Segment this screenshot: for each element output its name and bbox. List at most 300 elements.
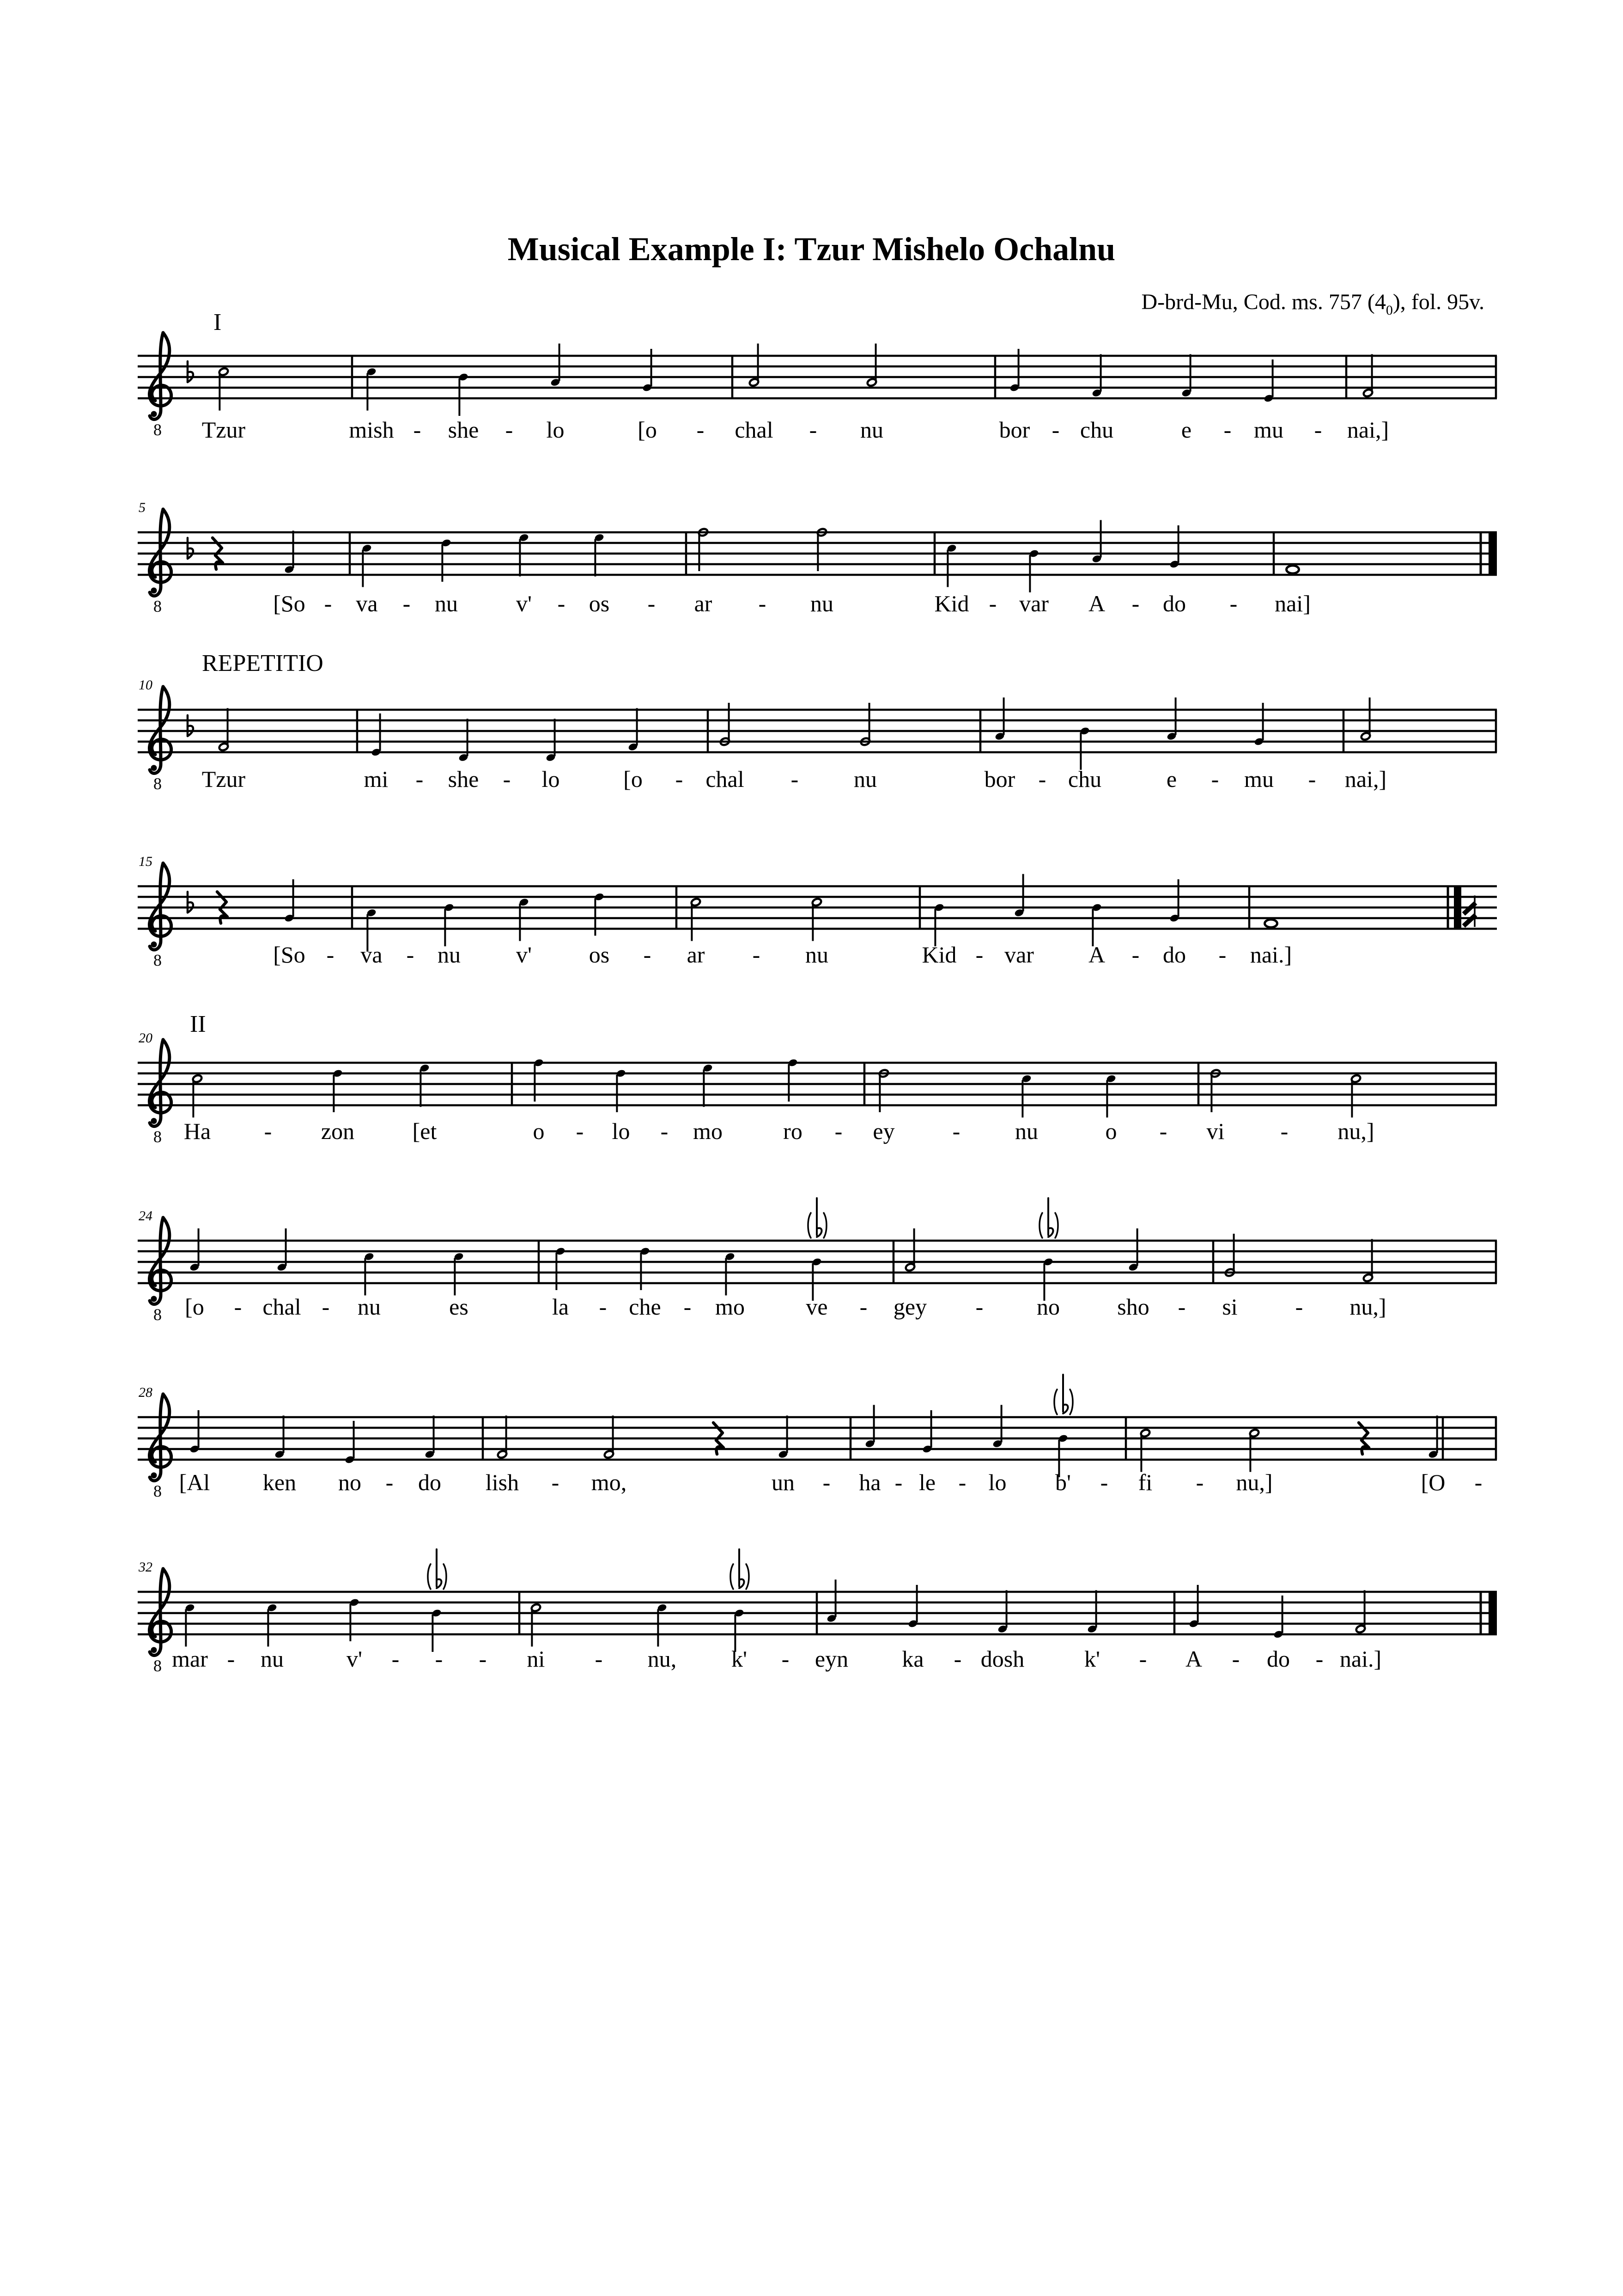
lyric-hyphen: - [1100,1469,1108,1495]
note [519,533,529,577]
clef-tail-dot [151,1473,157,1479]
lyric-syllable: A [1088,942,1106,968]
lyric-hyphen: - [479,1646,487,1672]
note [454,1252,464,1296]
lyric-hyphen: - [790,766,799,792]
lyric-syllable: she [448,766,479,792]
note [1128,1229,1139,1272]
lyric-syllable: no [338,1469,361,1495]
clef-octave-8: 8 [153,1657,162,1675]
lyric-hyphen: - [1211,766,1219,792]
page-title: Musical Example I: Tzur Mishelo Ochalnu [507,231,1116,268]
lyric-hyphen: - [781,1646,790,1672]
lyric-syllable: mi [364,766,389,792]
lyric-syllable: ro [783,1118,802,1144]
lyric-hyphen: - [859,1294,868,1320]
custos-stroke [1464,915,1476,926]
lyric-hyphen: - [975,942,984,968]
note [865,1405,875,1449]
key-flat-icon [188,715,193,736]
lyric-hyphen: - [683,1294,692,1320]
editorial-flat-icon [730,1549,749,1589]
lyric-syllable: ey [873,1118,895,1144]
lyric-syllable: os [589,591,610,616]
lyric-syllable: do [1267,1646,1290,1672]
paren-left [1054,1389,1057,1414]
lyric-syllable: Kid [934,591,969,616]
lyric-hyphen: - [1232,1646,1240,1672]
lyric-hyphen: - [1038,766,1046,792]
lyric-hyphen: - [758,591,766,616]
lyric-hyphen: - [660,1118,669,1144]
lyric-syllable: ken [262,1469,297,1495]
lyric-hyphen: - [1474,1469,1483,1495]
lyric-hyphen: - [1218,942,1227,968]
note [519,898,529,941]
lyric-hyphen: - [752,942,760,968]
note [1265,920,1277,927]
lyric-syllable: k' [731,1646,748,1672]
lyric-hyphen: - [958,1469,967,1495]
system-8 [138,1549,1497,1675]
clef-octave-8: 8 [153,951,162,969]
note [185,1603,195,1647]
lyric-syllable: do [1163,591,1186,616]
note [594,533,605,577]
lyric-hyphen: - [1295,1294,1303,1320]
lyric-syllable: nu [860,417,883,443]
note [1021,1074,1032,1118]
lyric-syllable: ar [687,942,705,968]
lyric-hyphen: - [576,1118,584,1144]
treble-clef-icon [149,1394,171,1500]
lyric-syllable: e [1166,766,1177,792]
note [1092,354,1102,398]
lyric-hyphen: - [435,1646,443,1672]
note [444,903,455,946]
lyric-hyphen: - [322,1294,330,1320]
lyric-syllable: mish [349,417,394,443]
editorial-flat-icon [808,1198,827,1238]
note [1351,1074,1362,1118]
lyric-syllable: ve [806,1294,828,1320]
lyric-hyphen: - [952,1118,960,1144]
lyric-syllable: nai.] [1250,942,1292,968]
measure-number: 15 [139,854,152,869]
note [192,1074,203,1118]
paren-right [824,1213,827,1238]
lyric-hyphen: - [1159,1118,1167,1144]
clef-octave-8: 8 [153,774,162,793]
measure-number: 28 [139,1385,152,1400]
lyric-syllable: chal [262,1294,301,1320]
note [497,1416,508,1459]
lyric-syllable: zon [321,1118,355,1144]
lyric-syllable: lo [541,766,560,792]
paren-left [730,1564,733,1589]
measure-number: 5 [139,500,146,515]
lyric-hyphen: - [1139,1646,1147,1672]
lyric-hyphen: - [1315,1646,1324,1672]
lyric-hyphen: - [406,942,414,968]
note [531,1603,541,1647]
lyric-syllable: gey [893,1294,927,1320]
lyric-hyphen: - [1280,1118,1289,1144]
lyric-syllable: es [449,1294,468,1320]
lyric-syllable: ha [859,1469,881,1495]
lyric-syllable: nu,] [1349,1294,1386,1320]
note [1363,354,1374,398]
lyric-hyphen: - [1196,1469,1204,1495]
note [458,719,469,762]
lyric-hyphen: - [834,1118,843,1144]
note [364,1252,375,1296]
clef-tail-dot [151,411,157,417]
attribution-subscript: 0 [1386,303,1393,318]
lyric-syllable: dosh [980,1646,1025,1672]
note [734,1608,745,1652]
lyric-syllable: do [418,1469,441,1495]
lyric-syllable: mar [172,1646,208,1672]
lyric-hyphen: - [1131,591,1140,616]
lyric-syllable: o [1105,1118,1117,1144]
note [277,1229,287,1272]
lyric-syllable: si [1222,1294,1238,1320]
lyric-hyphen: - [505,417,513,443]
key-flat-icon [188,892,193,913]
clef-tail-dot [151,588,157,594]
note [657,1603,668,1647]
lyric-syllable: nu,] [1236,1469,1273,1495]
lyric-syllable: le [918,1469,936,1495]
note [1029,549,1039,592]
lyric-syllable: mu [1244,766,1274,792]
paren-right [746,1564,749,1589]
measure-number: 32 [139,1559,152,1575]
attribution-tail: ), fol. 95v. [1392,290,1484,314]
note [219,708,229,752]
lyric-hyphen: - [415,766,424,792]
note [997,1590,1008,1634]
treble-clef-icon [149,863,171,969]
lyric-syllable: [et [412,1118,437,1144]
whole-notehead [1287,566,1299,573]
lyric-hyphen: - [975,1294,984,1320]
treble-clef-icon [149,509,171,615]
clef-tail-dot [151,1296,157,1302]
note [1087,1590,1098,1634]
lyric-hyphen: - [227,1646,235,1672]
measure-number: 20 [139,1030,152,1046]
clef-tail-dot [151,1118,157,1124]
lyric-syllable: no [1037,1294,1060,1320]
lyric-syllable: [So [273,591,305,616]
lyric-syllable: nu,] [1337,1118,1374,1144]
lyric-hyphen: - [1052,417,1060,443]
lyric-syllable: v' [516,591,532,616]
lyric-syllable: lo [546,417,565,443]
note [458,372,469,416]
lyric-syllable: nai] [1275,591,1311,616]
lyric-hyphen: - [1229,591,1238,616]
lyric-syllable: nu [438,942,461,968]
note [219,367,229,411]
note [725,1252,736,1296]
lyric-hyphen: - [385,1469,394,1495]
clef-octave-8: 8 [153,420,162,439]
note [995,698,1005,741]
note [546,719,556,762]
paren-right [1070,1389,1073,1414]
treble-clef-icon [149,1218,171,1324]
key-flat-icon [188,538,193,559]
lyric-hyphen: - [402,591,411,616]
lyric-hyphen: - [557,591,565,616]
lyric-syllable: nu [435,591,458,616]
lyric-syllable: chal [735,417,773,443]
lyric-syllable: lish [485,1469,519,1495]
lyric-syllable: k' [1084,1646,1100,1672]
clef-tail-dot [151,765,157,771]
key-flat-icon [188,361,193,382]
lyric-hyphen: - [391,1646,400,1672]
lyric-syllable: nu [261,1646,284,1672]
note [1428,1416,1439,1459]
paren-right [1055,1213,1058,1238]
lyric-syllable: mo, [591,1469,627,1495]
clef-octave-8: 8 [153,597,162,615]
note [1181,354,1192,398]
note [274,1416,285,1459]
editorial-flat-icon [1039,1198,1058,1238]
lyric-syllable: [o [185,1294,204,1320]
lyric-syllable: o [533,1118,545,1144]
lyric-syllable: b' [1055,1469,1071,1495]
lyric-syllable: var [1004,942,1034,968]
lyric-syllable: os [589,942,610,968]
note [419,1064,430,1107]
note [934,903,945,946]
note [1361,698,1371,741]
lyric-syllable: Tzur [201,766,246,792]
note [604,1416,614,1459]
note [1092,520,1102,564]
lyric-hyphen: - [551,1469,559,1495]
lyric-syllable: eyn [815,1646,849,1672]
lyric-syllable: ni [527,1646,545,1672]
lyric-syllable: un [772,1469,795,1495]
paren-left [1039,1213,1042,1238]
lyric-hyphen: - [503,766,511,792]
note [947,544,957,587]
system-7 [138,1375,1497,1500]
final-thick-barline [1454,886,1461,929]
note [1287,566,1299,573]
lyric-hyphen: - [894,1469,903,1495]
editorial-flat-icon [428,1549,446,1589]
lyric-hyphen: - [1178,1294,1186,1320]
note [628,708,638,752]
note [432,1608,442,1652]
clef-tail-dot [151,942,157,948]
note [905,1229,916,1272]
system-4 [138,854,1497,969]
note [1106,1074,1117,1118]
note [1080,726,1090,770]
note [992,1405,1003,1449]
measure-number: 24 [139,1208,152,1224]
final-thick-barline [1489,1591,1497,1635]
clef-octave-8: 8 [153,1305,162,1324]
lyric-hyphen: - [264,1118,272,1144]
note [1092,903,1102,946]
lyric-hyphen: - [234,1294,242,1320]
lyric-hyphen: - [413,417,421,443]
lyric-hyphen: - [647,591,656,616]
section-label: II [190,1011,206,1037]
lyric-syllable: nu, [647,1646,677,1672]
lyric-syllable: ar [694,591,712,616]
clef-tail-dot [151,1647,157,1653]
lyric-syllable: nu [358,1294,381,1320]
note [691,898,701,941]
clef-octave-8: 8 [153,1482,162,1500]
note [703,1064,713,1107]
paren-right [444,1564,446,1589]
note [1140,1429,1151,1472]
lyric-hyphen: - [822,1469,831,1495]
lyric-hyphen: - [326,942,334,968]
lyric-hyphen: - [954,1646,962,1672]
system-1 [138,309,1497,443]
lyric-syllable: v' [346,1646,363,1672]
lyric-hyphen: - [696,417,705,443]
note [1249,1429,1260,1472]
note [1363,1239,1374,1283]
lyric-syllable: A [1088,591,1106,616]
section-label: REPETITIO [202,650,323,676]
lyric-syllable: chu [1068,766,1102,792]
lyric-hyphen: - [1308,766,1316,792]
paren-left [428,1564,431,1589]
treble-clef-icon [149,687,171,793]
lyric-hyphen: - [324,591,332,616]
lyric-syllable: nai,] [1344,766,1387,792]
lyric-syllable: mo [715,1294,745,1320]
lyric-syllable: mo [693,1118,723,1144]
note [812,898,822,941]
note [550,344,561,387]
editorial-flat-icon [1054,1375,1073,1414]
lyric-syllable: [o [623,766,643,792]
lyric-syllable: nai.] [1339,1646,1382,1672]
treble-clef-icon [149,333,171,439]
lyric-syllable: e [1181,417,1192,443]
lyric-syllable: mu [1254,417,1283,443]
lyric-hyphen: - [989,591,997,616]
lyric-syllable: nu [805,942,828,968]
lyric-syllable: nu [1015,1118,1038,1144]
lyric-hyphen: - [675,766,683,792]
lyric-syllable: la [552,1294,569,1320]
lyric-hyphen: - [809,417,817,443]
lyric-syllable: lo [612,1118,630,1144]
custos-mark [1464,895,1476,927]
lyric-hyphen: - [1314,417,1322,443]
lyric-syllable: bor [999,417,1030,443]
lyric-syllable: ka [902,1646,924,1672]
note [1167,698,1177,741]
lyric-syllable: che [629,1294,661,1320]
note [1356,1590,1366,1634]
lyric-syllable: do [1163,942,1186,968]
note [425,1416,435,1459]
note [749,344,760,387]
lyric-syllable: Ha [183,1118,211,1144]
note [189,1229,200,1272]
clef-octave-8: 8 [153,1127,162,1146]
system-5 [138,1011,1497,1146]
lyric-syllable: nu [810,591,833,616]
note [267,1603,278,1647]
lyric-syllable: lo [988,1469,1007,1495]
lyric-syllable: bor [984,766,1015,792]
lyric-syllable: va [360,942,383,968]
lyric-syllable: chu [1080,417,1114,443]
lyric-syllable: vi [1206,1118,1225,1144]
lyric-syllable: she [448,417,479,443]
note [366,367,377,411]
lyric-hyphen: - [599,1294,607,1320]
lyric-syllable: [o [638,417,657,443]
lyric-syllable: var [1019,591,1049,616]
note [1014,874,1025,918]
lyric-hyphen: - [1223,417,1232,443]
note [827,1580,837,1623]
lyric-syllable: fi [1138,1469,1153,1495]
lyric-syllable: [O [1421,1469,1446,1495]
treble-clef-icon [149,1569,171,1675]
lyric-hyphen: - [643,942,651,968]
lyric-syllable: sho [1117,1294,1149,1320]
attribution-main: D-brd-Mu, Cod. ms. 757 (4 [1141,290,1386,314]
lyric-syllable: A [1185,1646,1203,1672]
note [362,544,372,587]
lyric-syllable: va [356,591,378,616]
lyric-hyphen: - [1131,942,1140,968]
final-thick-barline [1489,532,1497,575]
lyric-syllable: Kid [922,942,957,968]
section-label: I [213,309,222,335]
lyric-syllable: chal [705,766,744,792]
paren-left [808,1213,811,1238]
lyric-syllable: nai,] [1347,417,1389,443]
note [778,1416,789,1459]
measure-number: 10 [139,677,152,693]
note [284,531,295,574]
system-2 [138,500,1497,616]
lyric-syllable: nu [854,766,877,792]
whole-notehead [1265,920,1277,927]
lyric-syllable: [Al [179,1469,210,1495]
lyric-syllable: [So [273,942,305,968]
lyric-syllable: v' [516,942,532,968]
note [867,344,877,387]
lyric-hyphen: - [595,1646,603,1672]
system-3 [138,650,1497,793]
lyric-syllable: Tzur [201,417,246,443]
system-6 [138,1198,1497,1324]
